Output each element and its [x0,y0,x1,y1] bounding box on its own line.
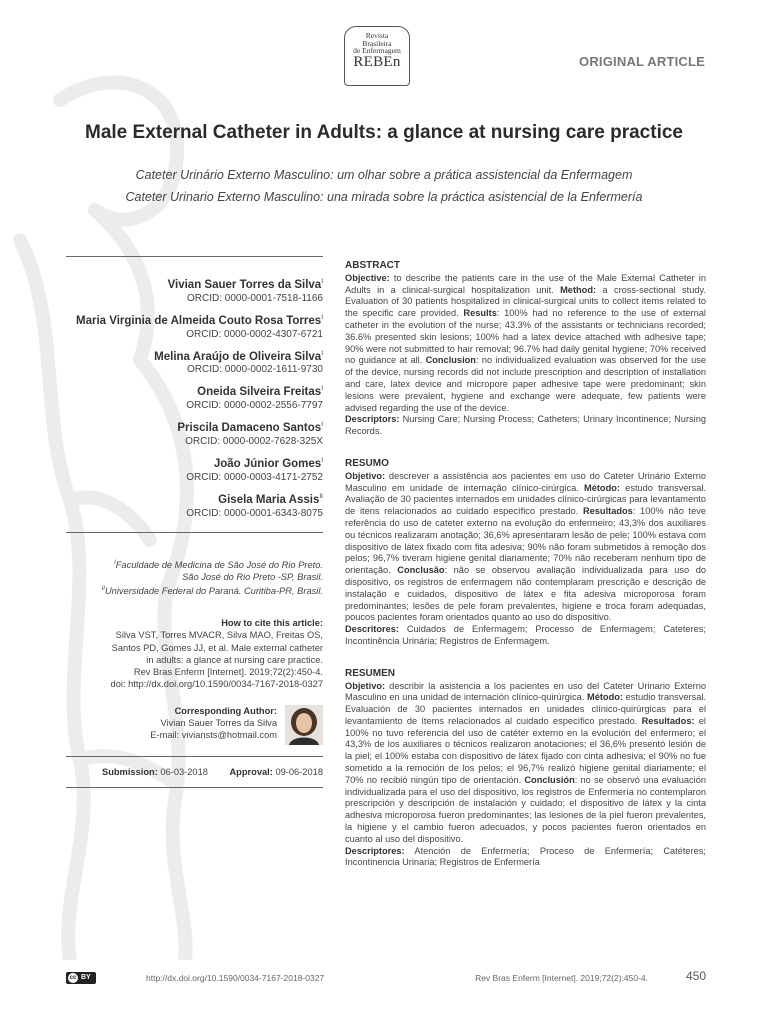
resumo-run-label: Resultados [582,506,633,517]
abstract-run-text: : no individualized evaluation was observed for the use of the device, nursing records did not include prescription and description of installation and care, latex device and micropore paper adhesive tape were predominant; skin lesions were prevalent, hygiene and exchange were adequate, few patients were advised regarding the use of the device. [345,355,706,413]
resumo-run-label: Objetivo: [345,470,386,481]
author-name: Melina Araújo de Oliveira Silva [154,350,322,363]
author-affiliation-mark: I [321,278,323,285]
logo-line-2: Brasileira [362,38,392,48]
author-name: João Júnior Gomes [213,457,322,470]
descritores-label: Descritores: [345,624,399,635]
footer-citation: Rev Bras Enferm [Internet]. 2019;72(2):450-4. [475,973,648,983]
how-to-cite [66,617,323,691]
author-info-column [66,256,323,788]
author-orcid[interactable]: ORCID: 0000-0002-4307-6721 [186,328,323,340]
abstract-run-text: : 100% had no reference to the use of external catheter in the evolution of the nurse; 43.3% of the assistants or technicians recorded; 36.6% presented skin lesions; 100% had a latex device attached with adhesive tape; 90% were not submitted to hair removal; 96.7% had daily genital hygiene; 70% received no guidance at all. [345,308,706,366]
author-orcid[interactable]: ORCID: 0000-0001-7518-1166 [186,292,323,304]
how-to-cite-heading: How to cite this article: [221,617,323,628]
resumo-run-label: Conclusão [397,565,445,576]
resumo-body [345,471,706,624]
author-entry [66,454,323,484]
resumo-heading: RESUMO [345,457,389,469]
abstract-run-text: to describe the patients care in the use of the Male External Catheter in Adults in a clinical-surgical hospitalization unit. [345,272,706,295]
approval-label: Approval: [229,766,273,777]
footer-doi-link[interactable]: http://dx.doi.org/10.1590/0034-7167-2018-0327 [146,973,325,983]
resumen-section [345,668,706,870]
alt-title-spanish: Cateter Urinario Externo Masculino: una mirada sobre la práctica asistencial de la Enfermería [125,190,643,204]
author-entry [66,490,323,520]
affiliation-line: Faculdade de Medicina de São José do Rio Preto. [115,559,323,570]
author-entry [66,275,323,305]
resumo-run-label: Método: [584,482,620,493]
author-orcid[interactable]: ORCID: 0000-0001-6343-8075 [186,507,323,519]
resumen-run-text: describir la asistencia a los pacientes en uso del Cateter Urinario Externo Masculino en una unidad de internación clínico-quirúrgica. [345,680,706,703]
article-title: Male External Catheter in Adults: a glance at nursing care practice [85,122,683,143]
cc-license-badge[interactable] [66,972,96,984]
affiliation-line: Universidade Federal do Paraná. Curitiba-PR, Brasil. [104,585,323,596]
abstract-body [345,273,706,415]
abstract-descriptors [345,414,706,438]
resumen-run-label: Conclusión [524,774,575,785]
resumen-run-label: Resultados: [641,715,695,726]
citation-line: Santos PD, Gomes JJ, et al. Male external catheter [111,642,323,653]
resumen-run-text: el 100% no tuvo referencia del uso de catéter externo en la evolución del enfermero; el 43,3% de los auxiliares o técnicos realizaron anotaciones; el 36,6% presentó lesión de la piel; el 100% estaba con dispositivo de látex fijado con cinta adhesiva; el 90% no fue sometido a la remoción de los pelos; el 96,7% realizó higiene genital diariamente; el 70% no recibió ningún tipo de orientación. [345,715,706,785]
dates-top-divider [66,756,323,757]
top-divider [66,256,323,257]
author-orcid[interactable]: ORCID: 0000-0002-7628-325X [185,436,323,448]
resumen-descriptors [345,846,706,870]
author-entry [66,382,323,412]
abstract-run-label: Results [463,308,497,319]
descriptores-text: Atención de Enfermería; Proceso de Enfermería; Catéteres; Incontinencia Urinaria; Registros de Enfermería [345,845,706,868]
abstract-run-label: Conclusion [425,355,476,366]
logo-line-3: de Enfermagem [353,46,401,55]
author-entry [66,347,323,377]
corresponding-author-heading: Corresponding Author: [174,705,277,716]
resumen-run-label: Método: [587,692,623,703]
logo-line-1: Revista [365,31,389,40]
descriptores-label: Descriptores: [345,845,405,856]
author-affiliation-mark: I [321,349,323,357]
citation-line: in adults: a glance at nursing care practice. [146,654,323,665]
abstract-run-label: Objective: [345,272,390,283]
corresponding-author [66,705,323,742]
author-affiliation-mark: I [321,457,323,465]
descriptors-label: Descriptors: [345,414,400,425]
descritores-text: Cuidados de Enfermagem; Processo de Enfermagem; Cateteres; Incontinência Urinária; Registros de Enfermagem. [345,624,706,646]
abstract-run-label: Method: [560,284,597,295]
author-list [66,275,323,520]
author-name: Priscila Damaceno Santos [177,422,322,435]
author-orcid[interactable]: ORCID: 0000-0002-2556-7797 [186,400,323,412]
dates-bottom-divider [66,787,323,788]
resumo-run-text: descrever a assistência aos pacientes em uso do Cateter Urinário Externo Masculino em unidade de internação clínico-cirúrgica. [345,470,706,493]
abstracts-column [345,260,706,881]
author-entry [66,311,323,341]
resumo-run-text: : não se observou avaliação individualizada para uso do dispositivo, os registros de enfermagem não contemplaram prescrição e descrição de instalação e cuidados, dispositivo de látex e fita adesiva microporosa foram predominantes; lesões de pele foram prevalentes, higiene e troca foram adequadas, poucos pacientes foram orientados quanto ao uso do dispositivo. [345,565,706,623]
authors-divider [66,532,323,533]
author-name: Maria Virginia de Almeida Couto Rosa Torres [76,314,322,327]
abstract-heading: ABSTRACT [345,260,400,271]
citation-line: Silva VST, Torres MVACR, Silva MAO, Freitas OS, [115,630,323,641]
logo-acronym: REBEn [353,54,401,70]
resumo-run-text: : 100% não teve referência do uso de cateter externo na evolução do enfermeiro; 43,3% dos auxiliares ou técnicos realizaram anotação; 36,6% apresentaram lesão de pele; 100% estava com dispositivo de látex fixado com fita adesiva; 90% não foram submetidos à remoção dos pelos; 96,7% tiveram higiene genital diariamente; 70% não receberam nenhum tipo de orientação. [345,506,706,576]
submission-label: Submission: [102,766,158,777]
corresponding-author-email[interactable]: E-mail: viviansts@hotmail.com [150,730,277,741]
resumen-run-text: estudio transversal. Evaluación de 30 pacientes internados en unidades clínico-quirúrgicas para el levantamiento de ítems relacionados al cuidado específico prestado. [345,692,706,726]
author-affiliation-mark: II [319,492,323,500]
author-orcid[interactable]: ORCID: 0000-0003-4171-2752 [186,471,323,483]
alt-title-portuguese: Cateter Urinário Externo Masculino: um olhar sobre a prática assistencial da Enfermagem [135,168,633,182]
resumo-descriptors [345,624,706,648]
corresponding-author-name: Vivian Sauer Torres da Silva [160,718,277,729]
affiliation-entry [66,583,323,597]
author-affiliation-mark: I [321,385,323,393]
resumo-run-text: estudo transversal. Avaliação de 30 pacientes internados em unidades clínico-cirúrgicas para levantamento de itens relacionados ao cuidado específico prestado. [345,482,706,517]
author-affiliation-mark: I [321,313,323,321]
abstract-section [345,260,706,438]
cc-icon: cc [69,975,77,981]
submission-date: 06-03-2018 [160,766,208,777]
page-footer [66,969,706,988]
citation-line: Rev Bras Enferm [Internet]. 2019;72(2):450-4. [133,667,323,678]
affiliation-mark: II [101,585,105,592]
page-number: 450 [685,969,706,983]
author-name: Gisela Maria Assis [218,493,320,506]
author-affiliation-mark: I [321,421,323,429]
affiliations [66,557,323,597]
affiliation-mark: I [114,559,116,566]
approval-date: 09-06-2018 [275,766,323,777]
submission-dates [66,767,323,777]
descriptors-text: Nursing Care; Nursing Process; Catheters; Urinary Incontinence; Nursing Records. [345,414,706,437]
citation-doi-link[interactable]: doi: http://dx.doi.org/10.1590/0034-7167-2018-0327 [110,679,323,690]
resumen-body [345,681,706,846]
author-photo [285,705,323,745]
resumen-run-label: Objetivo: [345,680,386,691]
license-badge-text: BY [81,974,91,981]
abstract-run-text: a cross-sectional study. Evaluation of 30 patients hospitalized in clinical-surgical units to collect items related to the specific care provided. [345,284,706,319]
resumen-run-text: : no se observó una evaluación individualizada para el uso del dispositivo, los registros de Enfermería no contemplaron prescripción y descripción de instalación y cuidado; el dispositivo de látex y la cinta adhesiva microporosa fueron predominantes; las lesiones de la piel fueron prevalentes, la higiene y el cambio fueron adecuados, y pocos pacientes fueron orientados en cuanto al uso del dispositivo. [345,774,707,844]
resumen-heading: RESUMEN [345,667,396,679]
author-orcid[interactable]: ORCID: 0000-0002-1611-9730 [186,364,323,376]
author-name: Oneida Silveira Freitas [197,386,322,399]
author-entry [66,418,323,448]
affiliation-entry [66,557,323,571]
journal-logo [344,26,410,86]
author-name: Vivian Sauer Torres da Silva [167,278,322,291]
resumo-section [345,458,706,648]
affiliation-line: São José do Rio Preto -SP, Brasil. [182,571,323,582]
article-type-label: ORIGINAL ARTICLE [579,54,705,69]
